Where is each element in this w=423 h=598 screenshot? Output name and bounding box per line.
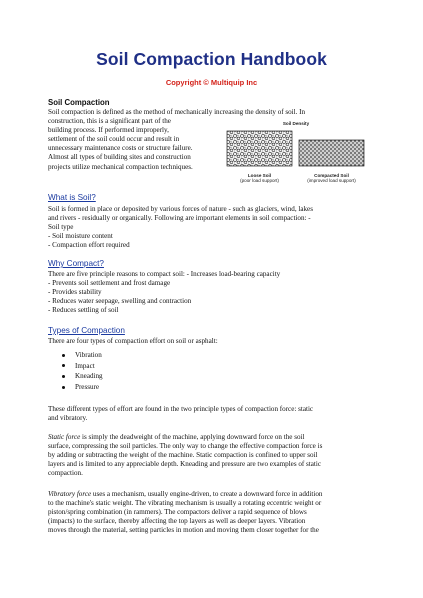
- loose-soil-label: Loose Soil: [247, 173, 272, 178]
- compacted-soil-caption: [299, 173, 364, 183]
- text-line: and vibratory.: [48, 414, 88, 423]
- list-item: Pressure: [48, 382, 103, 393]
- text-line: Soil is formed in place or deposited by various forces of nature - such as glaciers, wind, lakes: [48, 205, 313, 213]
- text-line: - Prevents soil settlement and frost damage: [48, 279, 171, 288]
- text-line: to the machine's static weight. The vibrating mechanism is usually a rotating eccentric weight or: [48, 499, 322, 508]
- intro-line: Almost all types of building sites and construction: [48, 153, 191, 162]
- text-line: Soil type: [48, 223, 74, 232]
- intro-line: projects utilize mechanical compaction techniques.: [48, 162, 193, 171]
- heading-soil-compaction: Soil Compaction: [48, 98, 110, 107]
- text-line: and rivers - residually or organically. Following are important elements in soil compaction: -: [48, 214, 311, 223]
- text-line: compaction.: [48, 469, 83, 478]
- vibratory-force-first-line: uses a mechanism, usually engine-driven, to create a downward force in addition: [91, 490, 323, 498]
- types-after-paragraph: [48, 405, 366, 423]
- text-line: - Compaction effort required: [48, 241, 130, 250]
- vibratory-force-term: Vibratory force: [48, 490, 92, 498]
- compacted-soil-label: Compacted Soil: [314, 173, 349, 178]
- text-line: (impacts) to the surface, thereby affecting the top layers as well as deeper layers. Vibration: [48, 517, 306, 526]
- heading-types-of-compaction[interactable]: Types of Compaction: [48, 326, 125, 335]
- text-line: - Provides stability: [48, 288, 102, 297]
- loose-soil-caption: [227, 173, 292, 183]
- intro-line: unnecessary maintenance costs or structure failure.: [48, 144, 193, 153]
- soil-density-figure: [226, 121, 366, 193]
- text-line: [48, 433, 366, 442]
- text-line: [48, 490, 366, 499]
- text-line: - Soil moisture content: [48, 232, 113, 241]
- list-item: Vibration: [48, 350, 103, 361]
- document-title: Soil Compaction Handbook: [96, 49, 327, 69]
- text-line: There are five principle reasons to compact soil: - Increases load-bearing capacity: [48, 270, 281, 278]
- why-compact-paragraph: [48, 270, 366, 315]
- compacted-soil-sublabel: (improved load support): [307, 178, 356, 183]
- loose-soil-sublabel: (poor load support): [240, 178, 279, 183]
- heading-why-compact[interactable]: Why Compact?: [48, 259, 104, 268]
- intro-line: Soil compaction is defined as the method of mechanically increasing the density of soil. In: [48, 108, 306, 116]
- heading-what-is-soil[interactable]: What is Soil?: [48, 193, 96, 202]
- static-force-paragraph: [48, 433, 366, 478]
- intro-line: building process. If performed improperly,: [48, 126, 169, 135]
- figure-title: Soil Density: [282, 121, 310, 126]
- text-line: These different types of effort are found in the two principle types of compaction force: static: [48, 405, 314, 413]
- text-line: piston/spring combination (in rammers). The compactors deliver a rapid sequence of blows: [48, 508, 307, 517]
- text-line: by adding or subtracting the weight of the machine. Static compaction is confined to upper soil: [48, 451, 318, 460]
- text-line: There are four types of compaction effort on soil or asphalt:: [48, 337, 218, 345]
- static-force-first-line: is simply the deadweight of the machine, applying downward force on the soil: [80, 433, 305, 441]
- text-line: - Reduces water seepage, swelling and contraction: [48, 297, 192, 306]
- what-is-soil-paragraph: [48, 205, 366, 250]
- copyright-notice: Copyright © Multiquip Inc: [165, 78, 258, 87]
- list-item: Kneading: [48, 371, 103, 382]
- text-line: surface, compressing the soil particles. The only way to change the effective compaction force is: [48, 442, 323, 451]
- text-line: - Reduces settling of soil: [48, 306, 119, 315]
- intro-line: construction, this is a significant part of the: [48, 117, 171, 126]
- text-line: moves through the material, setting particles in motion and moving them closer together for the: [48, 526, 319, 535]
- types-intro: [48, 337, 366, 346]
- compaction-types-list: [48, 350, 103, 392]
- list-item: Impact: [48, 361, 103, 372]
- vibratory-force-paragraph: [48, 490, 366, 535]
- text-line: layers and is limited to any appreciable depth. Kneading and pressure are two examples of static: [48, 460, 322, 469]
- intro-line: settlement of the soil could occur and result in: [48, 135, 180, 144]
- static-force-term: Static force: [48, 433, 81, 441]
